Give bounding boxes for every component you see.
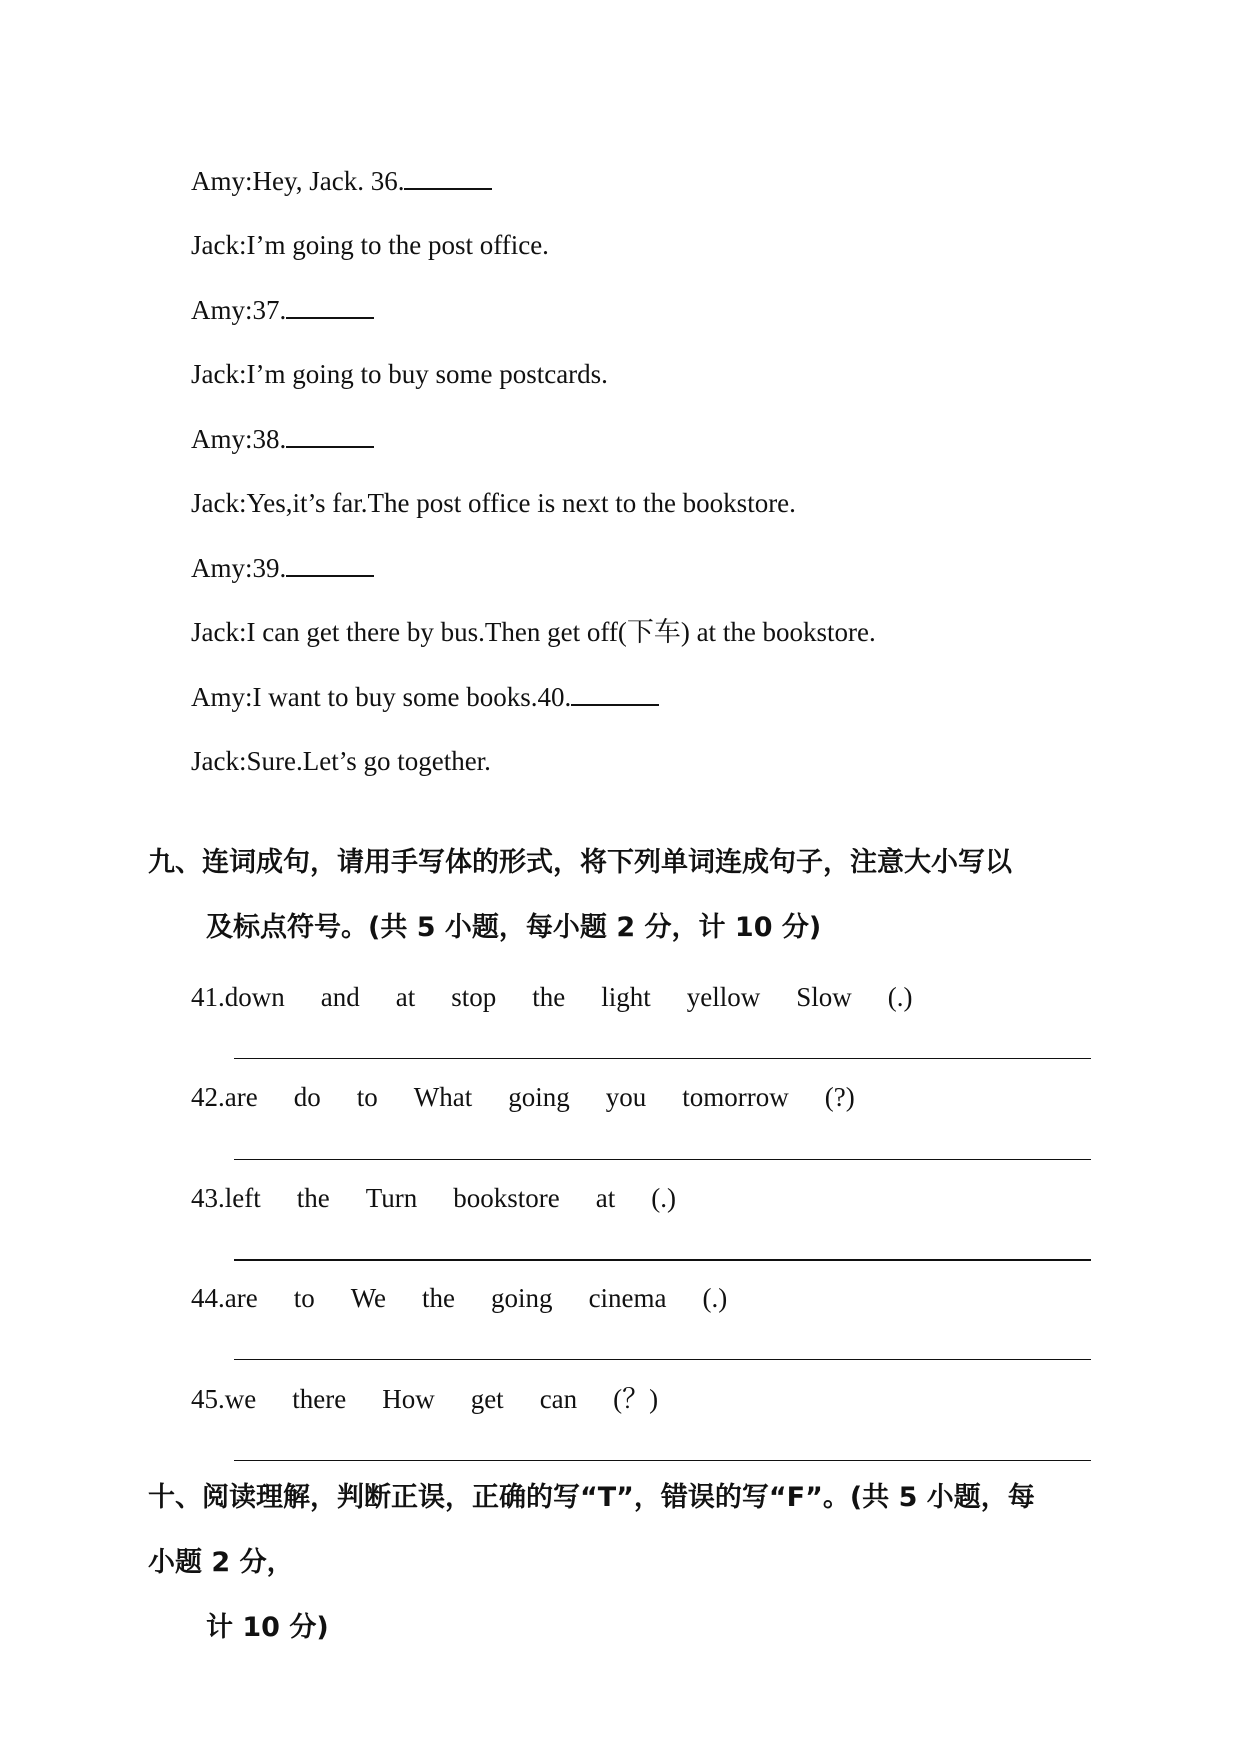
- dialogue-text: Amy:38.: [191, 424, 287, 454]
- word: stop: [451, 982, 497, 1012]
- word: to: [293, 1283, 315, 1313]
- word: going: [508, 1082, 570, 1112]
- dialogue-line-8: [191, 615, 876, 649]
- answer-line-43[interactable]: [234, 1259, 1091, 1261]
- word: Turn: [365, 1183, 418, 1213]
- dialogue-line-9: [191, 680, 659, 714]
- dialogue-line-6: [191, 486, 796, 520]
- dialogue-text: Amy:39.: [191, 553, 287, 583]
- word: What: [413, 1082, 473, 1112]
- section-10-title-line-2: 小题 2 分，: [148, 1547, 294, 1578]
- word: can: [539, 1384, 578, 1414]
- dialogue-text: Amy:I want to buy some books.40.: [191, 682, 572, 712]
- word: (.): [651, 1183, 676, 1213]
- answer-blank-37[interactable]: [286, 295, 374, 319]
- answer-line-42[interactable]: [234, 1159, 1091, 1160]
- dialogue-text: Amy:Hey, Jack. 36.: [191, 166, 405, 196]
- word: the: [532, 982, 566, 1012]
- word: bookstore: [453, 1183, 560, 1213]
- word: yellow: [686, 982, 761, 1012]
- word: tomorrow: [682, 1082, 789, 1112]
- question-43-words: [191, 1181, 712, 1215]
- word: 43.left: [191, 1183, 261, 1213]
- word: (?): [824, 1082, 855, 1112]
- word: How: [382, 1384, 435, 1414]
- word: do: [293, 1082, 321, 1112]
- question-44-words: [191, 1281, 763, 1315]
- answer-line-41[interactable]: [234, 1058, 1091, 1059]
- word: the: [296, 1183, 330, 1213]
- word: there: [292, 1384, 347, 1414]
- dialogue-text: Jack:Yes,it’s far.The post office is next to the bookstore.: [191, 488, 796, 518]
- section-10-title-line-1: 十、阅读理解，判断正误，正确的写“T”，错误的写“F”。(共 5 小题，每: [148, 1482, 1035, 1513]
- word: cinema: [588, 1283, 667, 1313]
- question-45-words: [191, 1382, 694, 1416]
- answer-blank-38[interactable]: [286, 424, 374, 448]
- word: and: [320, 982, 360, 1012]
- dialogue-line-4: [191, 357, 608, 391]
- word: Slow: [796, 982, 852, 1012]
- dialogue-line-2: [191, 228, 549, 262]
- word: at: [595, 1183, 616, 1213]
- word: 45.we: [191, 1384, 257, 1414]
- dialogue-text: Amy:37.: [191, 295, 287, 325]
- word: get: [470, 1384, 504, 1414]
- question-42-words: [191, 1080, 891, 1114]
- word: 44.are: [191, 1283, 258, 1313]
- word: (.): [702, 1283, 728, 1313]
- dialogue-text: Jack:I’m going to buy some postcards.: [191, 359, 608, 389]
- section-9-title-line-2: 及标点符号。(共 5 小题，每小题 2 分，计 10 分): [206, 912, 822, 943]
- dialogue-line-1: [191, 164, 492, 198]
- answer-blank-40[interactable]: [571, 682, 659, 706]
- answer-blank-36[interactable]: [404, 166, 492, 190]
- word: you: [605, 1082, 647, 1112]
- dialogue-line-10: [191, 744, 491, 778]
- word: (？): [613, 1384, 659, 1414]
- word: 41.down: [191, 982, 285, 1012]
- section-9-title-line-1: 九、连词成句，请用手写体的形式，将下列单词连成句子，注意大小写以: [148, 847, 1012, 878]
- dialogue-text: Jack:I’m going to the post office.: [191, 230, 549, 260]
- word: at: [395, 982, 416, 1012]
- word: light: [601, 982, 651, 1012]
- word: (.): [887, 982, 913, 1012]
- dialogue-text: Jack:I can get there by bus.Then get off(下车) at the bookstore.: [191, 617, 876, 647]
- question-41-words: [191, 980, 949, 1014]
- section-10-title-line-3: 计 10 分): [206, 1612, 329, 1643]
- word: 42.are: [191, 1082, 258, 1112]
- answer-line-45[interactable]: [234, 1460, 1091, 1461]
- answer-line-44[interactable]: [234, 1359, 1091, 1360]
- word: going: [491, 1283, 553, 1313]
- dialogue-line-5: [191, 422, 374, 456]
- answer-blank-39[interactable]: [286, 553, 374, 577]
- dialogue-text: Jack:Sure.Let’s go together.: [191, 746, 491, 776]
- dialogue-line-3: [191, 293, 374, 327]
- word: the: [422, 1283, 456, 1313]
- word: We: [350, 1283, 387, 1313]
- dialogue-line-7: [191, 551, 374, 585]
- word: to: [356, 1082, 378, 1112]
